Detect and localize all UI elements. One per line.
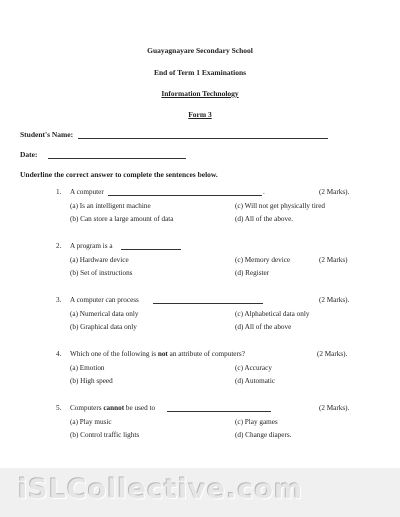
option-a[interactable]: (a) Is an intelligent machine [70, 202, 151, 210]
marks: (2 Marks). [319, 404, 350, 412]
option-c[interactable]: (c) Accuracy [235, 364, 272, 372]
option-c[interactable]: (c) Memory device [235, 256, 291, 264]
option-b[interactable]: (b) Graphical data only [70, 323, 137, 331]
option-b[interactable]: (b) Control traffic lights [70, 431, 140, 439]
option-a[interactable]: (a) Play music [70, 418, 112, 426]
question-stem: A program is a [70, 242, 113, 250]
answer-blank [121, 249, 181, 250]
option-b[interactable]: (b) Set of instructions [70, 269, 133, 277]
option-d[interactable]: (d) Change diapers. [235, 431, 292, 439]
question-stem: A computer can process [70, 296, 139, 304]
question-number: 1. [56, 188, 62, 196]
option-c[interactable]: (c) Will not get physically tired [235, 202, 325, 210]
question-number: 2. [56, 242, 62, 250]
instructions: Underline the correct answer to complete the sentences below. [20, 170, 218, 179]
date-label: Date: [20, 150, 38, 159]
option-c[interactable]: (c) Alphabetical data only [235, 310, 310, 318]
option-d[interactable]: (d) Register [235, 269, 270, 277]
stem-end: . [263, 188, 265, 196]
marks: (2 Marks). [319, 188, 350, 196]
question-stem: Which one of the following is not an attribute of computers? [70, 350, 245, 358]
answer-blank [153, 303, 263, 304]
subject-title: Information Technology [161, 89, 239, 98]
option-a[interactable]: (a) Emotion [70, 364, 105, 372]
option-b[interactable]: (b) High speed [70, 377, 113, 385]
student-name-line[interactable] [78, 138, 328, 139]
form-title: Form 3 [188, 110, 212, 119]
option-a[interactable]: (a) Hardware device [70, 256, 129, 264]
answer-blank [167, 411, 271, 412]
marks: (2 Marks). [319, 296, 350, 304]
school-name: Guayagnayare Secondary School [147, 46, 253, 55]
marks: (2 Marks) [319, 256, 348, 264]
student-name-label: Student's Name: [20, 130, 74, 139]
marks: (2 Marks). [317, 350, 348, 358]
option-d[interactable]: (d) Automatic [235, 377, 276, 385]
option-b[interactable]: (b) Can store a large amount of data [70, 215, 174, 223]
option-d[interactable]: (d) All of the above [235, 323, 292, 331]
option-d[interactable]: (d) All of the above. [235, 215, 294, 223]
option-c[interactable]: (c) Play games [235, 418, 278, 426]
question-number: 3. [56, 296, 62, 304]
question-number: 5. [56, 404, 62, 412]
question-stem: A computer [70, 188, 104, 196]
question-stem: Computers cannot be used to [70, 404, 156, 412]
question-number: 4. [56, 350, 62, 358]
answer-blank [108, 195, 262, 196]
option-a[interactable]: (a) Numerical data only [70, 310, 139, 318]
date-line[interactable] [48, 158, 186, 159]
exam-title: End of Term 1 Examinations [153, 68, 247, 77]
watermark: iSLCollective.com [18, 474, 304, 505]
